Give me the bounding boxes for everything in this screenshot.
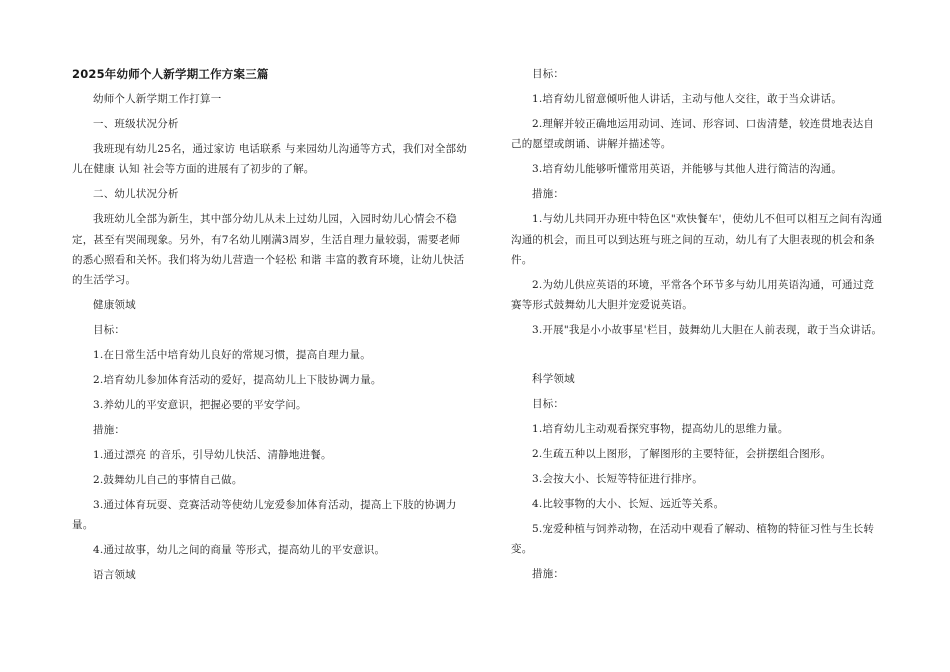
- paragraph: 1.在日常生活中培育幼儿良好的常规习惯，提高自理力量。: [93, 349, 371, 362]
- paragraph: 措施：: [93, 424, 126, 437]
- right-column-section-language: [511, 64, 883, 340]
- paragraph: 2.鼓舞幼儿自己的事情自己做。: [93, 474, 243, 486]
- paragraph: 2.培育幼儿参加体育活动的爱好，提高幼儿上下肢协调力量。: [93, 374, 382, 387]
- paragraph: 1.培育幼儿留意倾听他人讲话，主动与他人交往，敢于当众讲话。: [532, 92, 843, 105]
- paragraph: 4.比较事物的大小、长短、远近等关系。: [532, 497, 725, 510]
- paragraph: 3.开展"我是小小故事星'栏目，鼓舞幼儿大胆在人前表现，敢于当众讲话。: [532, 324, 883, 337]
- left-column-body: [72, 89, 470, 586]
- paragraph: 3.培育幼儿能够听懂常用英语，并能够与其他人进行简洁的沟通。: [532, 163, 843, 176]
- section-spacer: [511, 345, 883, 369]
- paragraph: 目标：: [532, 398, 565, 411]
- paragraph: 健康领域: [93, 299, 136, 312]
- paragraph: 幼师个人新学期工作打算一: [93, 93, 222, 105]
- paragraph: 2.生疏五种以上图形，了解图形的主要特征，会拼摆组合图形。: [532, 448, 832, 461]
- paragraph: 4.通过故事，幼儿之间的商量 等形式，提高幼儿的平安意识。: [93, 544, 386, 557]
- paragraph: 措施：: [532, 188, 565, 201]
- paragraph: 3.养幼儿的平安意识，把握必要的平安学问。: [93, 399, 307, 412]
- paragraph: 我班幼儿全部为新生，其中部分幼儿从未上过幼儿园，入园时幼儿心情会不稳定，甚至有哭闹现象。另外，有7名幼儿刚满3周岁，生活自理力量较弱，需要老师的悉心照看和关怀。我们将为幼儿营造一个轻松 和谐 丰富的教育环境，让幼儿快活的生活学习。: [72, 213, 465, 287]
- paragraph: 3.通过体育玩耍、竞赛活动等使幼儿宠爱参加体育活动，提高上下肢的协调力量。: [72, 498, 457, 532]
- paragraph: 语言领域: [93, 569, 136, 582]
- paragraph: 3.会按大小、长短等特征进行排序。: [532, 473, 703, 485]
- right-column-section-science: [511, 369, 883, 584]
- paragraph: 二、幼儿状况分析: [93, 188, 179, 201]
- document-title: 2025年幼师个人新学期工作方案三篇: [72, 67, 269, 81]
- paragraph: 科学领域: [532, 373, 575, 386]
- paragraph: 目标：: [532, 68, 565, 80]
- paragraph: 1.培育幼儿主动观看探究事物，提高幼儿的思维力量。: [532, 423, 789, 436]
- paragraph: 1.通过漂亮 的音乐，引导幼儿快活、清静地进餐。: [93, 449, 332, 462]
- left-column: [72, 64, 470, 590]
- paragraph: 措施：: [532, 568, 565, 581]
- paragraph: 2.为幼儿供应英语的环境，平常各个环节多与幼儿用英语沟通，可通过竞赛等形式鼓舞幼儿大胆并宠爱说英语。: [511, 278, 875, 312]
- right-column: [511, 64, 883, 589]
- paragraph: 目标：: [93, 324, 126, 337]
- paragraph: 一、班级状况分析: [93, 117, 179, 130]
- paragraph: 2.理解并较正确地运用动词、连词、形容词、口齿清楚，较连贯地表达自己的愿望或朗诵、讲解并描述等。: [511, 117, 875, 151]
- paragraph: 我班现有幼儿25名，通过家访 电话联系 与来园幼儿沟通等方式，我们对全部幼儿在健康 认知 社会等方面的进展有了初步的了解。: [72, 142, 467, 176]
- paragraph: 5.宠爱种植与饲养动物，在活动中观看了解动、植物的特征习性与生长转变。: [511, 522, 875, 556]
- paragraph: 1.与幼儿共同开办班中特色区"欢快餐车'，使幼儿不但可以相互之间有沟通沟通的机会，而且可以到达班与班之间的互动，幼儿有了大胆表现的机会和条件。: [511, 213, 883, 266]
